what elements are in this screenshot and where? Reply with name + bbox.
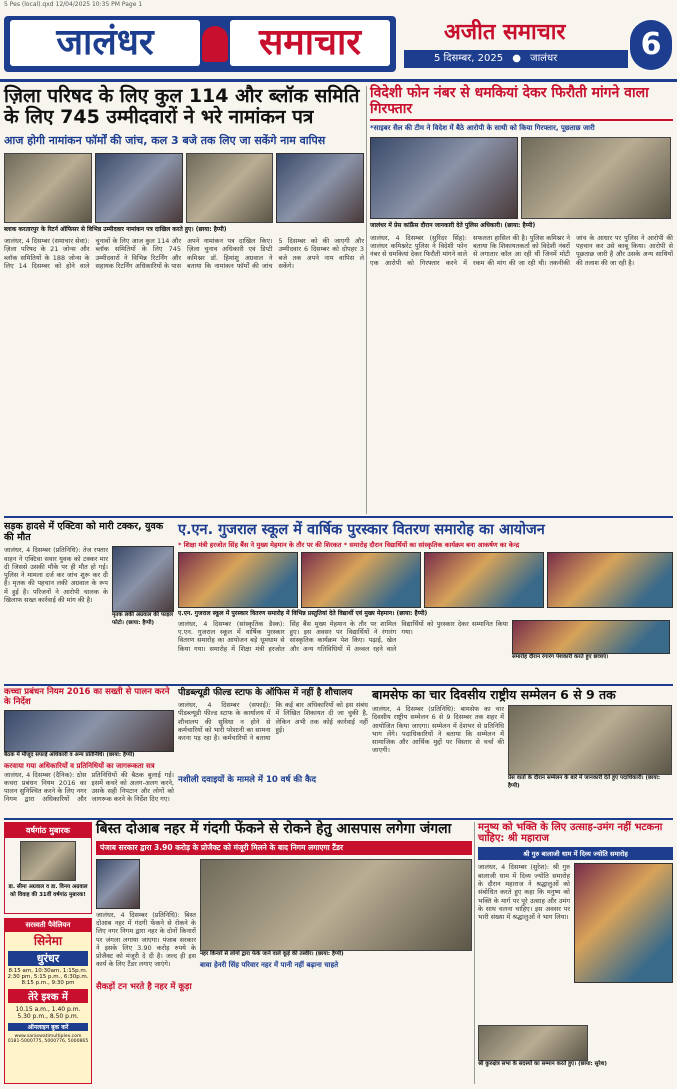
subheadline: *साइबर सैल की टीम ने विदेश में बैठे आरोपी के साथी को किया गिरफ्तार, पूछताछ जारी (370, 124, 595, 133)
story-body: जालंधर, 4 दिसम्बर (सुरिंदर सिंह): जालंधर कमिश्नरेट पुलिस ने विदेशी फोन नंबर से धमकियां देकर फिरौती मांगने वाले एक आरोपी को गिरफ्तार करने में सफलता हासिल की है। पुलिस कमिश्नर ने बताया कि शिकायतकर्ता को विदेशी नंबरों से लगातार कॉल आ रही थीं जिनमें मोटी रकम की मांग की जा रही थी। तकनीकी जांच के आधार पर पुलिस ने आरोपी की पहचान कर उसे काबू किया। आरोपी से पूछताछ जारी है और उसके अन्य साथियों की तलाश की जा रही है। (370, 233, 673, 267)
photo-caption: नहर किनारे से लोगों द्वारा फेंके जाने वाले कूड़े की तस्वीर। (छाया: हैप्पी) (200, 950, 344, 957)
photo-caption: ए.एन. गुजराल स्कूल में पुरस्कार वितरण समारोह में विभिन्न प्रस्तुतियां देते विद्यार्थी एवं मुख्य मेहमान। (छाया: हैप्पी) (178, 610, 428, 618)
accident-photo-wrap (112, 546, 174, 666)
movie-times-1a: 8:15 am, 10:30am, 1:15p.m. (8, 968, 88, 974)
cinema-website: www.saraswatimultiplex.com (14, 1034, 82, 1039)
photo-row (178, 552, 673, 608)
subheadline: करवाया गया अधिकारियों व प्रतिनिधियों का जागरूकता सत्र (4, 761, 155, 770)
cinema-phone: 0181-5000775, 5000776, 5000865 (7, 1039, 89, 1044)
school-photo-3 (424, 552, 544, 608)
headline: बामसेफ का चार दिवसीय राष्ट्रीय सम्मेलन 6 से 9 तक (372, 687, 616, 702)
story-body: जालंधर, 4 दिसम्बर (प्रतिनिधि): बामसेफ का चार दिवसीय राष्ट्रीय सम्मेलन 6 से 9 दिसम्बर तक शहर में आयोजित किया जाएगा। सम्मेलन में देशभर से प्रतिनिधि भाग लेंगे। पदाधिकारियों ने बताया कि सम्मेलन में सामाजिक और आर्थिक मुद्दों पर विस्तार से चर्चा की जाएगी। (372, 705, 504, 755)
deity-photo (574, 863, 673, 983)
subheadline-3: बावा हेनरी सिंह परिवार नहर में पानी नहीं बढ़ाना चाहते (200, 961, 339, 970)
canal-left (96, 859, 196, 993)
police-photo-1 (370, 137, 518, 219)
section-banner (4, 16, 396, 72)
movie-times-2b: 5.30 p.m., 8.50 p.m. (17, 1013, 79, 1020)
headline: बिस्त दोआब नहर में गंदगी फेंकने से रोकने हेतु आसपास लगेगा जंगला (96, 821, 452, 837)
movie-title-2: तेरे इश्क में (8, 989, 88, 1003)
subheadline: पंजाब सरकार द्वारा 3.90 करोड़ के प्रोजैक्ट को मंजूरी मिलने के बाद निगम लगाएगा टैंडर (96, 841, 472, 855)
photo-caption: जालंधर में प्रेस कांफ्रैंस दौरान जानकारी देते पुलिस अधिकारी। (छाया: हैप्पी) (370, 222, 536, 230)
headline-line1: ज़िला परिषद के लिए कुल 114 और ब्लॉक समिति (4, 85, 360, 107)
section-word-samachar: समाचार (230, 20, 390, 66)
story-pwd-toilet (178, 688, 368, 816)
photo-caption: श्री कुरुक्षेत्र सभा के सदस्यों का सम्मान करते हुए। (छाया: सुरेश) (478, 1061, 607, 1068)
bamcef-photo-wrap (508, 705, 672, 801)
subheadline: नशीली दवाइयों के मामले में 10 वर्ष की कैद (178, 775, 317, 786)
cinema-head-2: सिनेमा (33, 934, 63, 948)
school-lower (178, 620, 673, 664)
headline: कच्चा प्रबंधन नियम 2016 का सख्ती से पालन करने के निर्देश (4, 687, 170, 707)
booking-label: ऑनलाइन बुक करें (8, 1023, 88, 1031)
horizontal-rule-3 (4, 818, 673, 820)
story-body: जालंधर, 4 दिसम्बर (सुरेश): श्री गुरु बालाजी धाम में दिव्य ज्योति समारोह के दौरान महाराज ने श्रद्धालुओं को संबोधित करते हुए कहा कि मनुष्य को भक्ति के मार्ग पर पूरे उत्साह और उमंग के साथ चलना चाहिए। इस अवसर पर भारी संख्या में श्रद्धालुओं ने भाग लिया। (478, 863, 570, 922)
headline-line2: के लिए 745 उम्मीदवारों ने भरे नामांकन पत्र (4, 106, 314, 129)
photo-caption: बैठक में मौजूद सफाई अधिकारी व अन्य प्रतिनिधि। (छाया: हैप्पी) (4, 752, 135, 759)
story-body: जालंधर, 4 दिसम्बर (सांस्कृतिक डैस्क): ए.एन. गुजराल स्कूल में वार्षिक पुरस्कार वितरण समारोह का आयोजन बड़े धूमधाम से किया गया। समारोह में शिक्षा मंत्री हरजोत सिंह बैंस मुख्य मेहमान के तौर पर शामिल हुए। इस अवसर पर विद्यार्थियों ने रंगारंग सांस्कृतिक कार्यक्रम पेश किए। पढ़ाई, खेल और अन्य गतिविधियों में अव्वल रहने वाले विद्यार्थियों को पुरस्कार देकर सम्मानित किया गया। (178, 619, 508, 653)
movie-times-2a: 10.15 a.m., 1.40 p.m. (15, 1006, 81, 1013)
page-number: 6 (630, 20, 672, 70)
subheadline: श्री गुरु बालाजी धाम में दिव्य ज्योति समारोह (478, 847, 673, 860)
story-bhakti-satsang (478, 822, 673, 1084)
school-photo-5 (512, 620, 670, 654)
story-bamcef-conference (372, 688, 673, 816)
photo-caption: मृतक लकी अग्रवाल की फाइल फोटो। (छाया: हैप्पी) (112, 612, 173, 626)
photo-row (370, 137, 673, 219)
couple-photo (20, 841, 76, 881)
story-waste-rules (4, 688, 174, 816)
headline: पीडब्ल्यूडी फील्ड स्टाफ के ऑफिस में नहीं है शौचालय (178, 688, 353, 698)
school-photo-5-wrap (512, 620, 670, 664)
subheadline: आज होगी नामांकन फॉर्मों की जांच, कल 3 बजे तक लिए जा सकेंगे नाम वापिस (4, 133, 326, 147)
news-photo-1 (4, 153, 92, 223)
police-photo-2 (521, 137, 671, 219)
column-divider-2 (474, 822, 475, 1084)
satsang-row (478, 863, 673, 1023)
photo-caption-2: समारोह दौरान रंगारंग पेशकारी करते हुए छात्राएं। (512, 653, 609, 660)
felicitation-photo (478, 1025, 588, 1061)
paper-name: अजीत समाचार (444, 20, 566, 45)
canal-row (96, 859, 472, 993)
news-photo-3 (186, 153, 274, 223)
news-photo-2 (95, 153, 183, 223)
movie-title-1: धुरंधर (8, 951, 88, 966)
story-body: जालंधर, 4 दिसम्बर (प्रतिनिधि): बिस्त दोआब नहर में गंदगी फेंकने से रोकने के लिए नगर निगम द्वारा नहर के दोनों किनारों पर जंगला लगाया जाएगा। पंजाब सरकार ने इसके लिए 3.90 करोड़ रुपये के प्रोजैक्ट को मंजूरी दे दी है। जल्द ही इस कार्य के लिए टैंडर लगाए जाएंगे। (96, 910, 196, 969)
story-body: जालंधर, 4 दिसम्बर (समाचार सेवा): ज़िला परिषद के 21 जोन्स और ब्लॉक समितियों के 188 जोन्स के लिए 14 दिसम्बर को होने वाले चुनावों के लिए आज कुल 114 और ब्लॉक समितियों के लिए 745 उम्मीदवारों ने विभिन्न रिटर्निंग और सहायक रिटर्निंग अधिकारियों के पास अपने नामांकन पत्र दाखिल किए। ज़िला चुनाव अधिकारी एवं डिप्टी कमिश्नर डॉ. हिमांशु अग्रवाल ने बताया कि नामांकन फॉर्मों की जांच 5 दिसम्बर को की जाएगी और उम्मीदवार 6 दिसम्बर को दोपहर 3 बजे तक अपने नाम वापिस ले सकेंगे। (4, 237, 364, 270)
story-body: जालंधर, 4 दिसम्बर (प्रतिनिधि): तेज रफ्तार वाहन ने एक्टिवा सवार युवक को टक्कर मार दी जिससे उसकी मौके पर ही मौत हो गई। पुलिस ने मामला दर्ज कर जांच शुरू कर दी है। मृतक की पहचान लकी अग्रवाल के रूप में हुई है। परिजनों ने आरोपी चालक के खिलाफ सख्त कार्रवाई की मांग की है। (4, 546, 108, 605)
story-road-accident (4, 220, 180, 520)
movie-times-1b: 2:30 pm, 5:15 p.m., 6:30p.m. (7, 974, 89, 980)
story-annual-prize-school (182, 318, 673, 514)
school-block (178, 522, 673, 682)
school-photo-4 (547, 552, 673, 608)
horizontal-rule-2 (4, 684, 673, 686)
birthday-head: वर्षगांठ मुबारक (5, 823, 91, 838)
victim-photo (112, 546, 174, 612)
school-photo-1 (178, 552, 298, 608)
headline: ए.एन. गुजराल स्कूल में वार्षिक पुरस्कार वितरण समारोह का आयोजन (178, 522, 545, 538)
story-body: जालंधर, 4 दिसम्बर (दैनिक): ठोस कचरा प्रबंधन नियम 2016 का पालन सुनिश्चित करने के लिए नगर निगम द्वारा अधिकारियों और प्रतिनिधियों की बैठक बुलाई गई। इसमें कचरे को अलग-अलग करने, उसके सही निपटान और लोगों को जागरूक करने के निर्देश दिए गए। (4, 770, 174, 804)
subheadline: * शिक्षा मंत्री हरजोत सिंह बैंस ने मुख्य मेहमान के तौर पर की शिरकत * समारोह दौरान विद्यार्थियों का सांस्कृतिक कार्यक्रम बना आकर्षण का केन्द्र (178, 541, 520, 550)
school-photo-2 (301, 552, 421, 608)
newspaper-logo-icon (202, 26, 228, 62)
photo-row (4, 153, 364, 223)
accident-block (4, 522, 174, 682)
section-word-jalandhar: जालंधर (10, 20, 200, 66)
headline: विदेशी फोन नंबर से धमकियां देकर फिरौती मांगने वाला गिरफ्तार (370, 86, 673, 121)
headline: मनुष्य को भक्ति के लिए उत्साह-उमंग नहीं भटकना चाहिए: श्री महाराज (478, 822, 663, 845)
birthday-box (4, 822, 92, 914)
accident-row (4, 546, 174, 666)
date-separator-icon: ● (512, 53, 521, 64)
photo-caption: ब्लाक करतारपुर के रिटर्न ऑफिसर से विभिन्न उम्मीदवार नामांकन पत्र दाखिल करते हुए। (छाया: हैप्पी) (4, 225, 227, 233)
official-photo (96, 859, 140, 909)
masthead (0, 10, 677, 82)
story-body: जालंधर, 4 दिसम्बर (सफाई): पीडब्ल्यूडी फील्ड स्टाफ के कार्यालय में शौचालय की सुविधा न होने से कर्मचारियों को भारी परेशानी का सामना करना पड़ रहा है। कर्मचारियों ने बताया कि कई बार अधिकारियों को इस संबंध में लिखित शिकायत दी जा चुकी है, लेकिन अभी तक कोई कार्रवाई नहीं हुई। (178, 701, 368, 743)
headline: सड़क हादसे में एक्टिवा को मारी टक्कर, युवक की मौत (4, 521, 164, 543)
masthead-right (404, 14, 674, 78)
photo-caption: प्रेस वार्ता के दौरान सम्मेलन के बारे में जानकारी देते हुए पदाधिकारी। (छाया: हैप्पी) (508, 775, 661, 789)
story-canal-fencing (96, 822, 472, 1084)
cinema-listing (4, 918, 92, 1084)
meeting-photo (4, 710, 174, 752)
canal-right (200, 859, 472, 993)
issue-date: 5 दिसम्बर, 2025 (434, 53, 504, 64)
canal-photo (200, 859, 472, 951)
news-photo-4 (276, 153, 364, 223)
cinema-head: सरस्वती पैवेलियन (5, 919, 91, 932)
subheadline-2: सैकड़ों टन भरते है नहर में कूड़ा (96, 981, 192, 992)
issue-city: जालंधर (530, 53, 558, 64)
press-photo (508, 705, 672, 775)
movie-times-1c: 8:15 p.m., 9:30 pm (21, 980, 75, 986)
print-slug: 5 Pes (local).qxd 12/04/2025 10:35 PM Page 1 (4, 1, 143, 8)
date-bar (404, 50, 628, 68)
birthday-caption: डा. सीमा अग्रवाल व डा. विनय अग्रवाल को विवाह की 31वीं वर्षगांठ मुबारक! (8, 884, 88, 898)
bamcef-row (372, 705, 673, 801)
